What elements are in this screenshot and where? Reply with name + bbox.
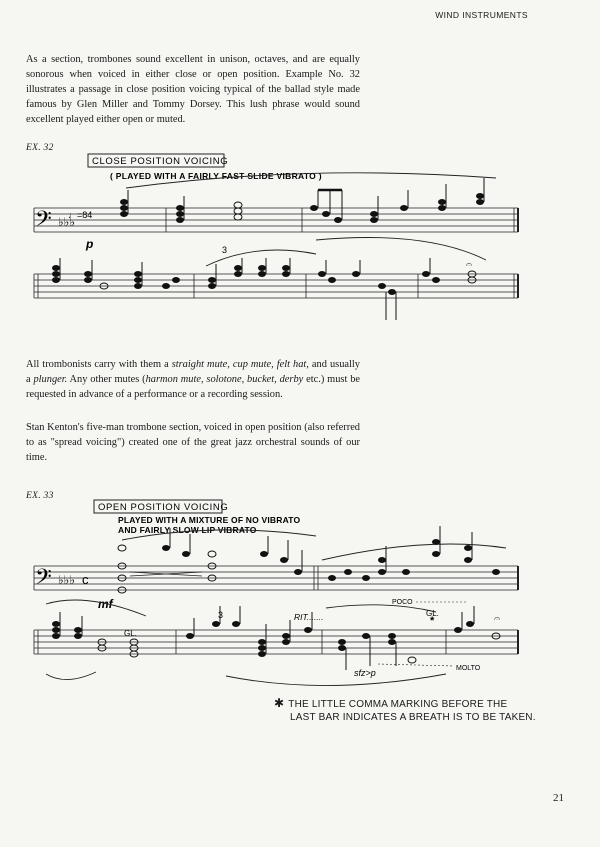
dynamic-marking: mf — [98, 597, 113, 611]
dynamic-marking: p — [86, 237, 94, 251]
triplet-marking: 3 — [222, 245, 228, 255]
staff-2 — [34, 630, 518, 654]
bass-clef-icon: 𝄢 — [35, 206, 52, 236]
triplet-marking: 3 — [218, 610, 224, 620]
paragraph-mutes: All trombonists carry with them a straight mute, cup mute, felt hat, and usually a plunger. Any other mutes (harmon mute, solotone, bucket, derby etc.) must be requested in advance of a performance or a recording session. — [26, 359, 360, 400]
glissando-marking-2: GL. — [426, 609, 439, 618]
common-time-icon: c — [82, 572, 89, 587]
paragraph-kenton: Stan Kenton's five-man trombone section, voiced in open position (also referred to as "spread voicing") created one of the great jazz orchestral sounds of our time. — [26, 422, 360, 463]
asterisk-icon: ✱ — [274, 696, 285, 710]
performance-note-line-2: AND FAIRLY SLOW LIP VIBRATO — [118, 525, 257, 535]
fermata-icon: 𝄐 — [466, 259, 473, 271]
tempo-marking: ♩=84 — [68, 210, 93, 220]
breath-footnote — [274, 697, 536, 724]
key-signature: ♭♭♭ — [58, 215, 75, 229]
performance-note: ( PLAYED WITH A FAIRLY FAST SLIDE VIBRATO ) — [110, 171, 322, 181]
voicing-title: CLOSE POSITION VOICING — [92, 156, 229, 167]
example-32-score — [26, 150, 526, 330]
poco-marking: POCO — [392, 599, 413, 606]
footnote-line-1: ✱ THE LITTLE COMMA MARKING BEFORE THE — [274, 696, 508, 710]
staff-1 — [34, 566, 518, 590]
example-32-label: EX. 32 — [26, 143, 54, 153]
paragraph-intro: As a section, trombones sound excellent in unison, octaves, and are equally sonorous when voiced in either close or open position. Example No. 32 illustrates a passage in close position voicing typical of the ballad style made famous by Glen Miller and Tommy Dorsey. This lush phrase would sound excellent played either open or muted. — [26, 54, 360, 125]
page-number: 21 — [553, 792, 564, 804]
running-header: WIND INSTRUMENTS — [435, 10, 528, 20]
performance-note-line-1: PLAYED WITH A MIXTURE OF NO VIBRATO — [118, 515, 301, 525]
footnote-line-2: LAST BAR INDICATES A BREATH IS TO BE TAKEN. — [290, 712, 536, 723]
bass-clef-icon: 𝄢 — [35, 564, 52, 594]
example-33-label: EX. 33 — [26, 491, 54, 501]
breath-mark: * — [430, 615, 435, 627]
staff-2-stems — [60, 258, 430, 320]
staff-2 — [34, 274, 518, 298]
ritardando-marking: RIT....... — [294, 612, 324, 622]
sforzando-marking: sfz>p — [354, 668, 376, 678]
fermata-icon: 𝄐 — [494, 613, 501, 625]
staff-2-stems — [60, 606, 474, 670]
voicing-title: OPEN POSITION VOICING — [98, 502, 229, 513]
example-33-score — [26, 496, 526, 696]
glissando-marking-1: GL. — [124, 629, 137, 638]
molto-marking: MOLTO — [456, 665, 481, 672]
key-signature: ♭♭♭ — [58, 573, 75, 587]
staff-1 — [34, 208, 518, 232]
